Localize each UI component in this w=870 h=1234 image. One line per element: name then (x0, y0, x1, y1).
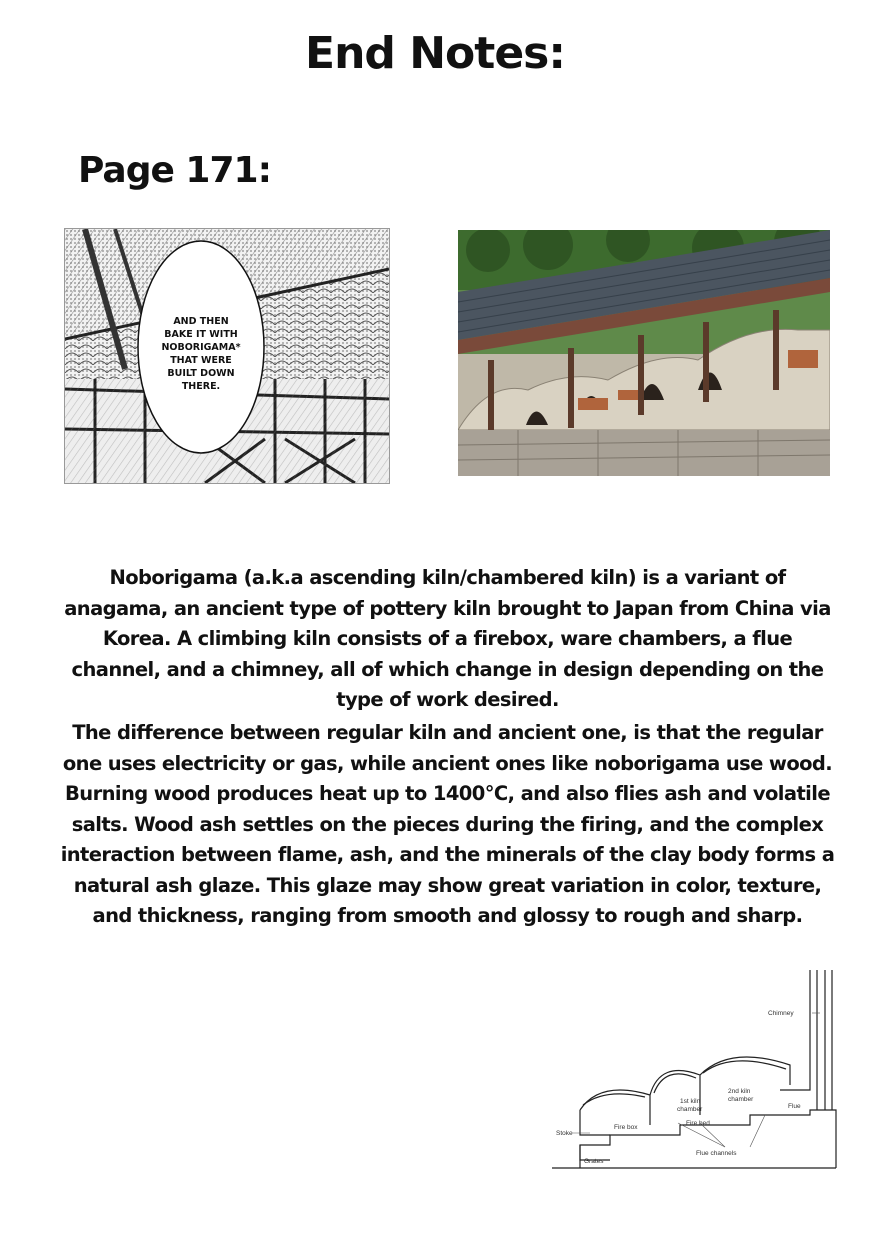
label-fire-bed: Fire bed (686, 1120, 710, 1127)
kiln-diagram-drawing (550, 965, 840, 1175)
kiln-cross-section-diagram (550, 965, 840, 1175)
label-stoke: Stoke (556, 1130, 573, 1137)
kiln-photo-drawing (458, 230, 830, 476)
bubble-line-2: BAKE IT WITH (164, 329, 238, 340)
bubble-line-1: AND THEN (173, 316, 229, 327)
label-flue: Flue (788, 1103, 801, 1110)
bubble-line-6: THERE. (181, 381, 221, 392)
page-reference-heading: Page 171: (78, 150, 271, 191)
kiln-photo (458, 230, 830, 476)
label-2nd-chamber-2: chamber (728, 1096, 754, 1103)
manga-panel-image (64, 228, 390, 484)
bubble-line-4: THAT WERE (170, 355, 232, 366)
label-grates: Grates (584, 1158, 604, 1165)
page-title: End Notes: (305, 28, 565, 79)
label-chimney: Chimney (768, 1010, 794, 1017)
manga-panel-drawing (65, 229, 389, 483)
label-1st-chamber-2: chamber (677, 1106, 703, 1113)
bubble-line-3: NOBORIGAMA* (161, 342, 241, 353)
explanation-paragraph-1: Noborigama (a.k.a ascending kiln/chambered kiln) is a variant of anagama, an ancient type of pottery kiln brought to Japan from China via Korea. A climbing kiln consists of a firebox, ware chambers, a flue channel, and a chimney, all of which change in design depending on the type of work desired. (64, 566, 831, 711)
explanation-paragraph-2: The difference between regular kiln and ancient one, is that the regular one uses electricity or gas, while ancient ones like noborigama use wood. Burning wood produces heat up to 1400°C, and also flies ash and volatile salts. Wood ash settles on the pieces during the firing, and the complex interaction between flame, ash, and the minerals of the clay body forms a natural ash glaze. This glaze may show great variation in color, texture, and thickness, ranging from smooth and glossy to rough and sharp. (60, 721, 835, 927)
label-flue-channels: Flue channels (696, 1150, 737, 1157)
label-1st-chamber-1: 1st kiln (680, 1098, 701, 1105)
label-2nd-chamber-1: 2nd kiln (728, 1088, 751, 1095)
label-fire-box: Fire box (614, 1124, 638, 1131)
bubble-line-5: BUILT DOWN (167, 368, 235, 379)
